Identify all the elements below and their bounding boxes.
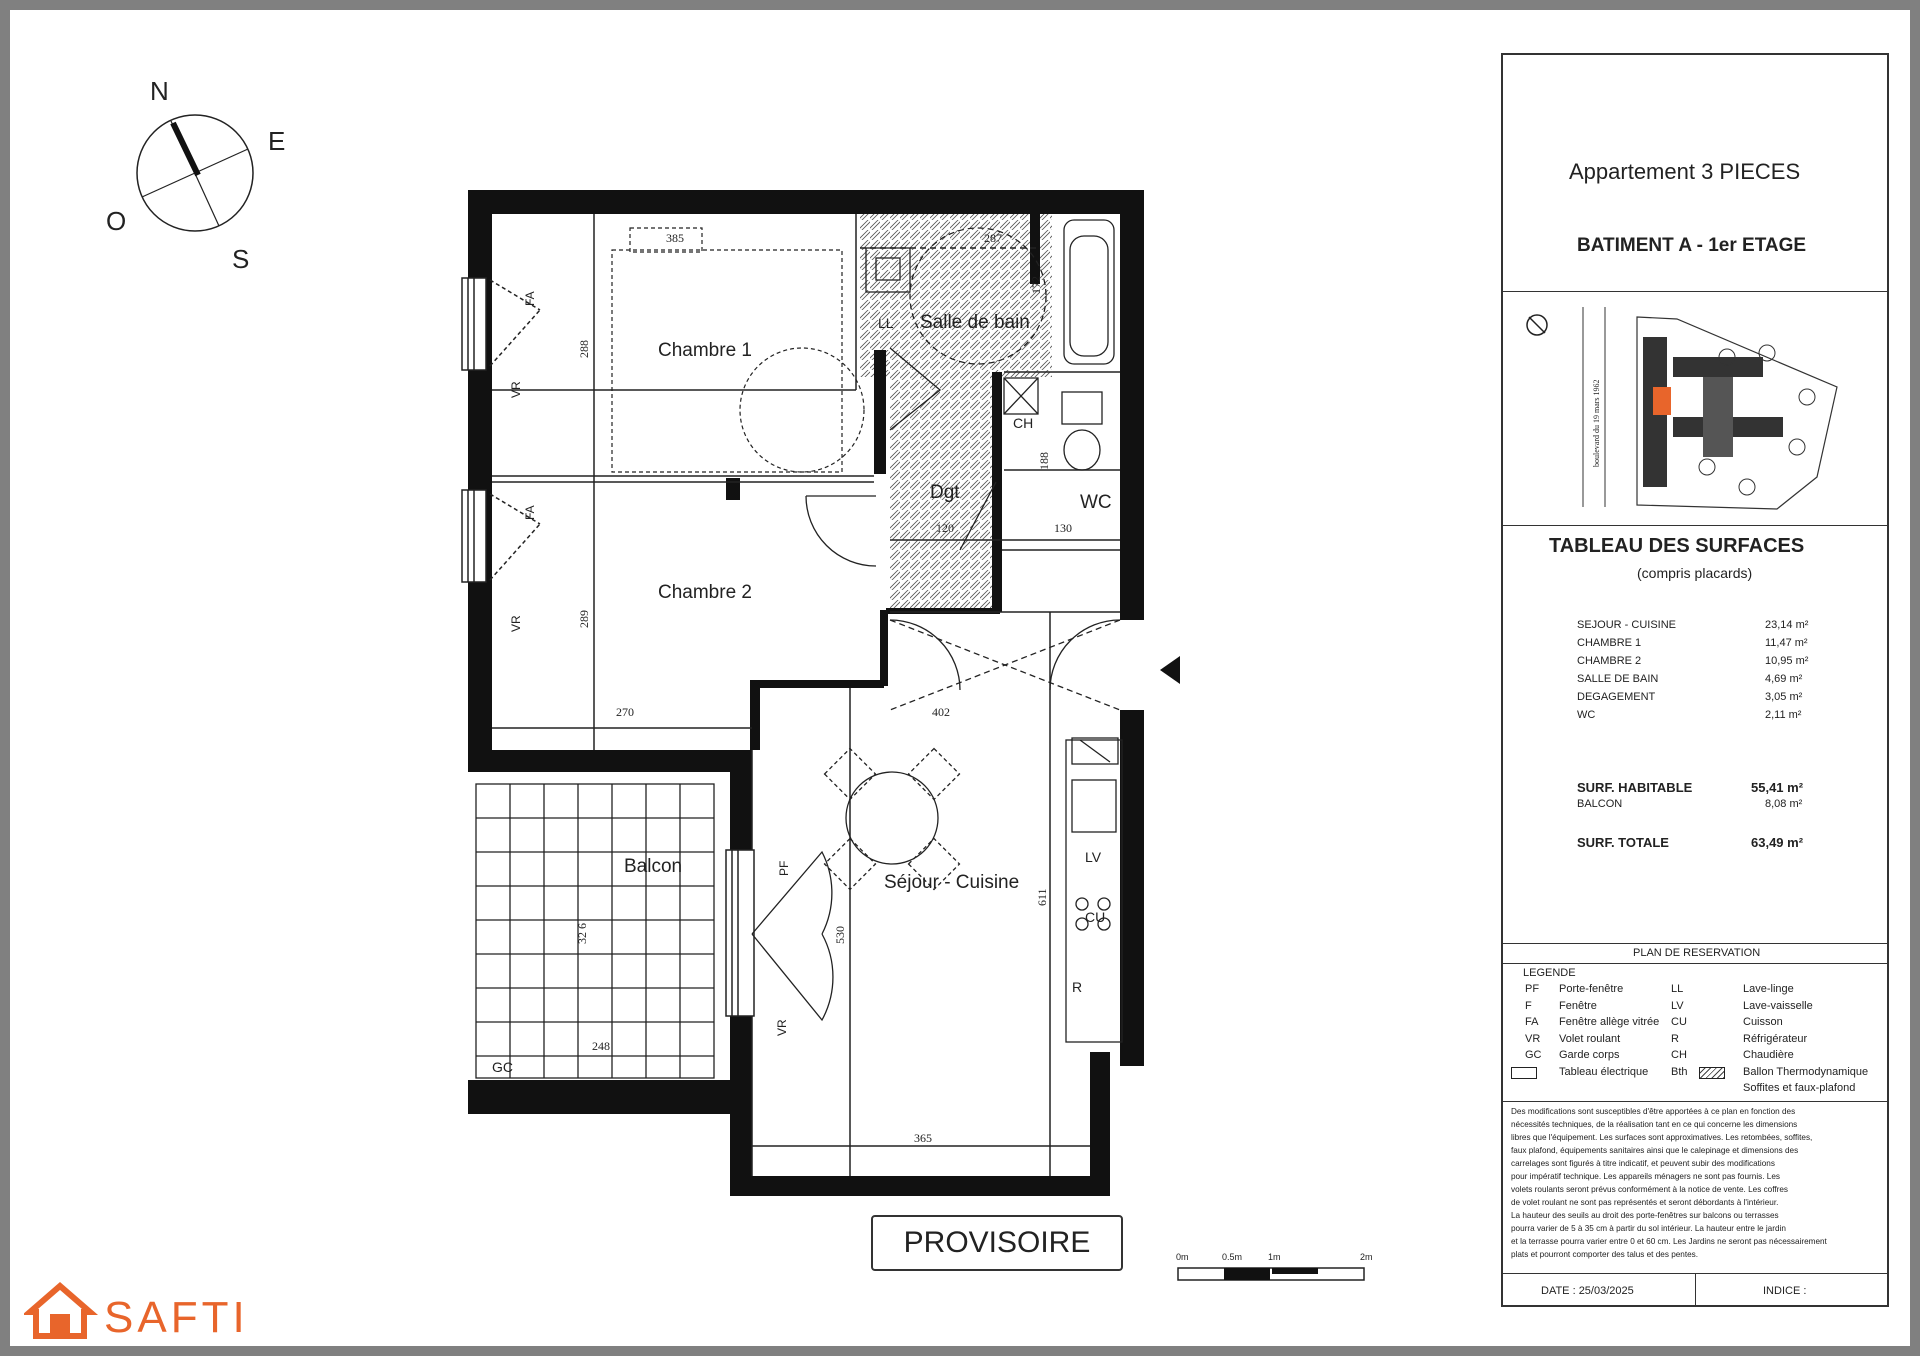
opening-label-pf: PF: [777, 860, 791, 876]
compass-north-label: N: [150, 76, 169, 106]
scale-bar: [1176, 1252, 1373, 1280]
note-line: nécessités techniques, de la réalisation tant en ce qui concerne les dimensions: [1511, 1120, 1798, 1129]
dimension-188: 188: [1037, 452, 1051, 470]
legend-text: Ballon Thermodynamique: [1743, 1065, 1869, 1078]
scale-label-05m: 0.5m: [1222, 1252, 1243, 1262]
note-line: libres que l'équipement. Les surfaces sont approximatives. Les retombées, soffites,: [1511, 1133, 1813, 1142]
dimension-365: 365: [914, 1131, 932, 1145]
opening-label-vr-2: VR: [509, 615, 523, 632]
surface-row-value: 4,69 m²: [1765, 673, 1803, 685]
legend-code: F: [1525, 999, 1532, 1012]
electrical-board-icon: [1511, 1067, 1537, 1079]
room-label-gc: GC: [492, 1059, 513, 1075]
legend-text: Lave-vaisselle: [1743, 999, 1813, 1012]
legend-text: Cuisson: [1743, 1016, 1783, 1028]
legend-text: Garde corps: [1559, 1049, 1620, 1061]
compass: [106, 76, 285, 274]
room-label-wc: WC: [1080, 492, 1112, 513]
surface-row-label: CHAMBRE 1: [1577, 637, 1642, 649]
note-line: et la terrasse pourra varier entre 0 et 60 cm. Les Jardins ne seront pas nécessairement: [1511, 1237, 1827, 1246]
legend-code: VR: [1525, 1032, 1541, 1045]
dimension-402: 402: [932, 705, 950, 719]
surface-row-label: WC: [1577, 709, 1596, 721]
entrance-arrow-icon: [1160, 656, 1180, 684]
surface-row-label: SEJOUR - CUISINE: [1577, 619, 1677, 631]
building-floor: BATIMENT A - 1er ETAGE: [1577, 235, 1807, 256]
scale-label-0m: 0m: [1176, 1252, 1189, 1262]
surface-row-value: 10,95 m²: [1765, 655, 1809, 667]
dimension-530: 530: [833, 926, 847, 944]
legend-text: Lave-linge: [1743, 983, 1794, 995]
windows: [462, 278, 754, 1016]
dimension-130: 130: [1054, 521, 1072, 535]
dimension-248: 248: [592, 1039, 610, 1053]
note-line: Des modifications sont susceptibles d'être apportées à ce plan en fonction des: [1511, 1107, 1796, 1116]
apartment-location-marker: [1653, 387, 1671, 415]
legend-code: R: [1671, 1032, 1679, 1045]
opening-label-vr-3: VR: [775, 1019, 789, 1036]
legend-text: Tableau électrique: [1559, 1065, 1649, 1078]
dimension-172: 172: [1029, 276, 1043, 294]
opening-label-vr-1: VR: [509, 381, 523, 398]
opening-label-fa-2: FA: [523, 505, 537, 520]
legend-text: Fenêtre: [1559, 999, 1597, 1012]
legend-text: Chaudière: [1743, 1049, 1794, 1061]
note-line: de volet roulant ne sont pas représentés et seront débordants à l'intérieur.: [1511, 1198, 1779, 1207]
safti-logo: [24, 1280, 274, 1340]
room-label-salle-de-bain: Salle de bain: [920, 312, 1030, 333]
surface-row-value: 3,05 m²: [1765, 691, 1803, 703]
footer-indice: INDICE :: [1763, 1285, 1807, 1297]
soffit-icon: [1699, 1067, 1725, 1079]
compass-west-label: O: [106, 206, 127, 236]
totale-value: 63,49 m²: [1751, 835, 1804, 850]
note-line: pour impératif technique. Les appareils ménagers ne sont pas fournis. Les: [1511, 1172, 1780, 1181]
dimension-287: 287: [984, 231, 1002, 245]
soffit-hatching: [860, 213, 1052, 612]
scale-label-1m: 1m: [1268, 1252, 1281, 1262]
scale-label-2m: 2m: [1360, 1252, 1373, 1262]
balcon-value: 8,08 m²: [1765, 798, 1803, 810]
compass-east-label: E: [268, 126, 286, 156]
legend-title: LEGENDE: [1523, 967, 1576, 979]
room-label-chambre-1: Chambre 1: [658, 340, 752, 361]
legend-code: CU: [1671, 1016, 1687, 1028]
surface-row-label: SALLE DE BAIN: [1577, 673, 1659, 685]
dimension-289: 289: [577, 610, 591, 628]
note-line: carrelages sont figurés à titre indicatif, et peuvent subir des modifications: [1511, 1159, 1775, 1168]
surface-row-label: CHAMBRE 2: [1577, 655, 1642, 667]
provisoire-stamp: PROVISOIRE: [871, 1215, 1123, 1271]
floor-plan: [10, 10, 1490, 1346]
dimension-385: 385: [666, 231, 684, 245]
habitable-value: 55,41 m²: [1751, 780, 1804, 795]
disclaimer-notes: [1511, 1105, 1881, 1261]
site-plan-street-label: boulevard du 19 mars 1962: [1592, 379, 1601, 467]
kitchen-fixtures: [1066, 738, 1122, 1042]
dimension-120: 120: [936, 521, 954, 535]
site-plan-thumbnail: [1507, 297, 1887, 525]
surface-row-value: 23,14 m²: [1765, 619, 1809, 631]
note-line: plats et pourront comporter des talus et des pentes.: [1511, 1250, 1699, 1259]
logo-text: SAFTI: [104, 1293, 249, 1340]
surface-row-value: 11,47 m²: [1765, 637, 1808, 649]
dimension-611: 611: [1035, 888, 1049, 906]
balcony-tiles: [476, 784, 714, 1078]
surfaces-subtitle: (compris placards): [1637, 565, 1753, 581]
room-label-lv: LV: [1085, 849, 1102, 865]
legend-code: PF: [1525, 983, 1540, 995]
balcon-label: BALCON: [1577, 798, 1623, 810]
room-label-ch: CH: [1013, 415, 1034, 431]
legend-code: GC: [1525, 1049, 1542, 1061]
room-label-r: R: [1072, 979, 1083, 995]
room-label-dgt: Dgt: [930, 482, 960, 503]
dimension-270: 270: [616, 705, 634, 719]
legend-code: FA: [1525, 1016, 1539, 1028]
plan-reservation-label: PLAN DE RESERVATION: [1633, 947, 1761, 959]
room-label-cu: CU: [1085, 909, 1106, 925]
room-label-chambre-2: Chambre 2: [658, 582, 752, 603]
legend-text: Fenêtre allège vitrée: [1559, 1016, 1660, 1028]
habitable-label: SURF. HABITABLE: [1577, 780, 1693, 795]
note-line: faux plafond, équipements sanitaires ainsi que le calepinage et dimensions des: [1511, 1146, 1799, 1155]
legend-text: Porte-fenêtre: [1559, 983, 1624, 995]
legend-code: LV: [1671, 999, 1684, 1012]
note-line: La hauteur des seuils au droit des porte-fenêtres sur balcons ou terrasses: [1511, 1211, 1779, 1220]
legend-text: Volet roulant: [1559, 1032, 1621, 1045]
legend-code: LL: [1671, 983, 1684, 995]
room-label-sejour-cuisine: Séjour - Cuisine: [884, 872, 1020, 893]
note-line: volets roulants seront prévus conformément à la notice de vente. Les coffres: [1511, 1185, 1789, 1194]
surface-row-label: DEGAGEMENT: [1577, 691, 1656, 703]
surfaces-title: TABLEAU DES SURFACES: [1549, 535, 1805, 557]
legend-code: CH: [1671, 1049, 1687, 1061]
plan-sheet: [10, 10, 1910, 1346]
dining-table: [825, 749, 960, 890]
dimension-288: 288: [577, 340, 591, 358]
legend-text: Soffites et faux-plafond: [1743, 1082, 1856, 1094]
dimension-326: 32 6: [575, 923, 589, 944]
legend-text: Réfrigérateur: [1743, 1032, 1808, 1045]
footer-date: DATE : 25/03/2025: [1541, 1285, 1634, 1297]
compass-south-label: S: [232, 244, 250, 274]
room-label-ll: LL: [878, 315, 894, 331]
totale-label: SURF. TOTALE: [1577, 835, 1669, 850]
opening-label-fa-1: FA: [523, 291, 537, 306]
north-arrow-icon: [173, 123, 198, 175]
apartment-title: Appartement 3 PIECES: [1569, 159, 1801, 184]
info-panel: [1501, 53, 1889, 1307]
note-line: pourra varier de 5 à 35 cm à partir du sol intérieur. La hauteur entre le jardin: [1511, 1224, 1786, 1233]
room-label-balcon: Balcon: [624, 856, 683, 877]
surface-row-value: 2,11 m²: [1765, 709, 1802, 721]
legend-code: Bth: [1671, 1065, 1688, 1078]
